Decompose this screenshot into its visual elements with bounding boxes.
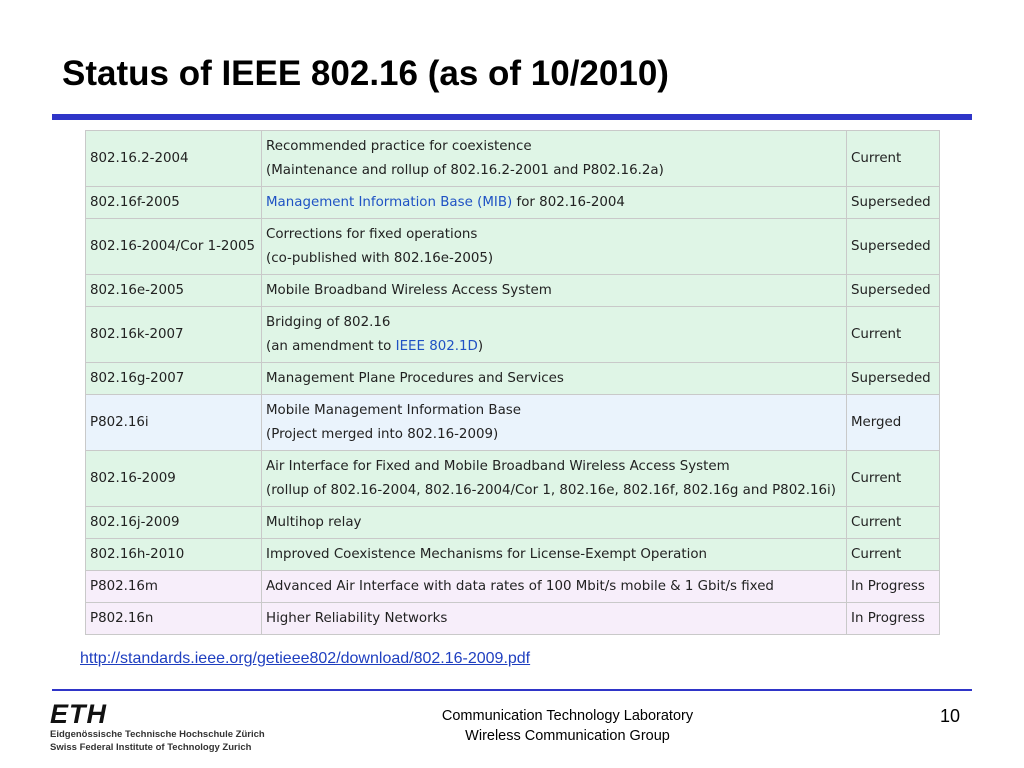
description-text: Recommended practice for coexistence: [266, 138, 532, 154]
standard-id-cell: 802.16j-2009: [86, 507, 262, 539]
description-line: [266, 335, 842, 359]
status-cell: Current: [847, 507, 940, 539]
description-text: (rollup of 802.16-2004, 802.16-2004/Cor 1, 802.16e, 802.16f, 802.16g and P802.16i): [266, 482, 836, 498]
description-line: [266, 575, 842, 599]
status-cell: In Progress: [847, 571, 940, 603]
description-link[interactable]: Management Information Base (MIB): [266, 194, 513, 210]
description-line: [266, 191, 842, 215]
status-cell: Superseded: [847, 363, 940, 395]
table-row: [86, 131, 940, 187]
description-cell: [262, 187, 847, 219]
standard-id-cell: P802.16m: [86, 571, 262, 603]
description-text: Management Plane Procedures and Services: [266, 370, 564, 386]
eth-logo-english-name: Swiss Federal Institute of Technology Zurich: [50, 742, 252, 753]
slide-title: Status of IEEE 802.16 (as of 10/2010): [62, 54, 669, 93]
standard-id-cell: 802.16-2009: [86, 451, 262, 507]
eth-logo-mark: ETH: [50, 699, 107, 729]
description-line: [266, 159, 842, 183]
description-text: Higher Reliability Networks: [266, 610, 448, 626]
status-cell: Current: [847, 451, 940, 507]
description-text: Multihop relay: [266, 514, 362, 530]
description-cell: [262, 603, 847, 635]
description-line: [266, 511, 842, 535]
description-text: for 802.16-2004: [512, 194, 625, 210]
status-cell: Superseded: [847, 219, 940, 275]
description-text: Mobile Management Information Base: [266, 402, 522, 418]
status-cell: Merged: [847, 395, 940, 451]
status-cell: Superseded: [847, 187, 940, 219]
description-cell: [262, 131, 847, 187]
standard-pdf-link[interactable]: http://standards.ieee.org/getieee802/download/802.16-2009.pdf: [80, 650, 531, 667]
description-line: [266, 367, 842, 391]
description-text: Advanced Air Interface with data rates of 100 Mbit/s mobile & 1 Gbit/s fixed: [266, 578, 774, 594]
table-row: [86, 539, 940, 571]
description-line: [266, 543, 842, 567]
description-line: [266, 399, 842, 423]
status-cell: Current: [847, 539, 940, 571]
description-cell: [262, 571, 847, 603]
standard-id-cell: P802.16n: [86, 603, 262, 635]
standard-id-cell: P802.16i: [86, 395, 262, 451]
standards-status-table: [85, 130, 940, 635]
standard-id-cell: 802.16f-2005: [86, 187, 262, 219]
description-link[interactable]: IEEE 802.1D: [395, 338, 478, 354]
status-cell: In Progress: [847, 603, 940, 635]
status-cell: Superseded: [847, 275, 940, 307]
standard-id-cell: 802.16h-2010: [86, 539, 262, 571]
description-line: [266, 607, 842, 631]
table-row: [86, 275, 940, 307]
standard-id-cell: 802.16.2-2004: [86, 131, 262, 187]
description-cell: [262, 507, 847, 539]
description-line: [266, 455, 842, 479]
description-text: Air Interface for Fixed and Mobile Broadband Wireless Access System: [266, 458, 730, 474]
description-line: [266, 311, 842, 335]
table-row: [86, 219, 940, 275]
description-text: Improved Coexistence Mechanisms for License-Exempt Operation: [266, 546, 708, 562]
footer-lab-info: [380, 706, 755, 746]
description-cell: [262, 219, 847, 275]
description-line: [266, 423, 842, 447]
page-number: 10: [940, 706, 961, 726]
table-row: [86, 307, 940, 363]
table-row: [86, 395, 940, 451]
description-cell: [262, 275, 847, 307]
description-cell: [262, 539, 847, 571]
description-line: [266, 247, 842, 271]
description-line: [266, 279, 842, 303]
description-text: Mobile Broadband Wireless Access System: [266, 282, 552, 298]
title-divider: [52, 114, 972, 120]
table-row: [86, 571, 940, 603]
table-row: [86, 507, 940, 539]
description-text: (co-published with 802.16e-2005): [266, 250, 494, 266]
status-cell: Current: [847, 307, 940, 363]
description-line: [266, 479, 842, 503]
description-cell: [262, 307, 847, 363]
status-cell: Current: [847, 131, 940, 187]
description-text: ): [477, 338, 484, 354]
standard-id-cell: 802.16k-2007: [86, 307, 262, 363]
description-text: (Maintenance and rollup of 802.16.2-2001 and P802.16.2a): [266, 162, 664, 178]
description-text: Bridging of 802.16: [266, 314, 391, 330]
footer-divider: [52, 689, 972, 691]
table-row: [86, 451, 940, 507]
description-text: (an amendment to: [266, 338, 396, 354]
description-text: (Project merged into 802.16-2009): [266, 426, 499, 442]
description-line: [266, 223, 842, 247]
description-cell: [262, 395, 847, 451]
footer-lab-name: Communication Technology Laboratory: [441, 708, 694, 724]
description-text: Corrections for fixed operations: [266, 226, 478, 242]
standards-status-table-body: [86, 131, 940, 635]
eth-logo-german-name: Eidgenössische Technische Hochschule Zürich: [50, 729, 265, 740]
description-line: [266, 135, 842, 159]
table-row: [86, 187, 940, 219]
table-row: [86, 363, 940, 395]
description-cell: [262, 363, 847, 395]
description-cell: [262, 451, 847, 507]
footer-group-name: Wireless Communication Group: [465, 728, 670, 744]
standard-id-cell: 802.16g-2007: [86, 363, 262, 395]
standard-id-cell: 802.16-2004/Cor 1-2005: [86, 219, 262, 275]
standard-id-cell: 802.16e-2005: [86, 275, 262, 307]
eth-logo: [50, 700, 285, 758]
table-row: [86, 603, 940, 635]
